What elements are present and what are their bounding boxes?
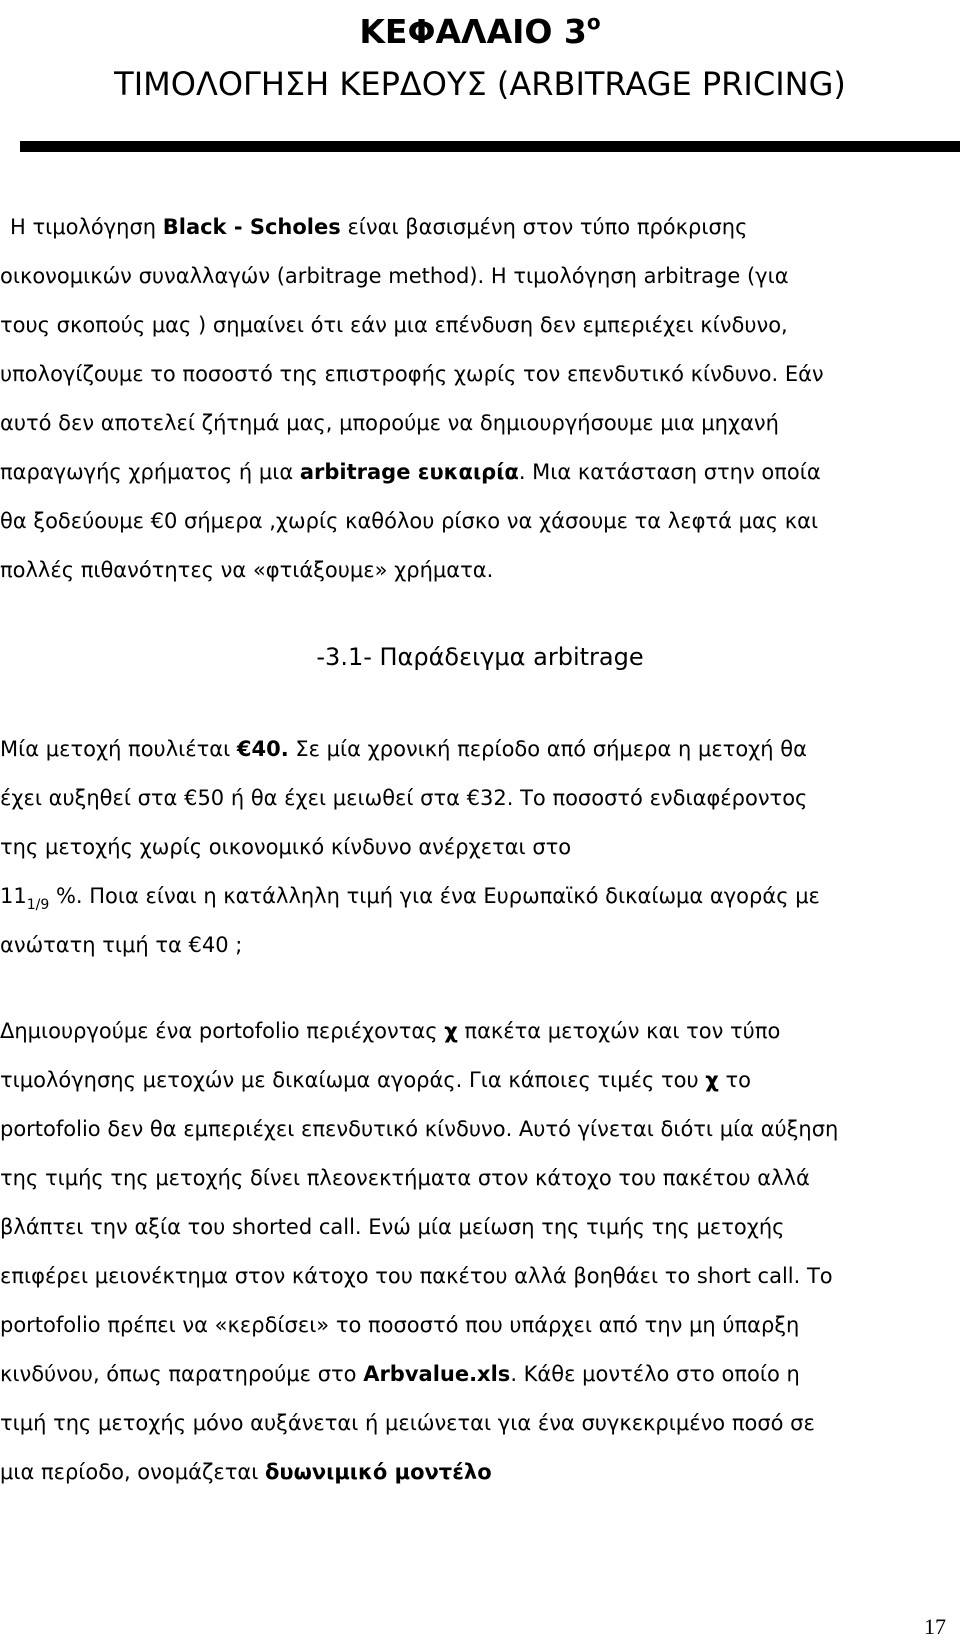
text-span: μια περίοδο, ονομάζεται: [0, 1460, 265, 1484]
text-line: τους σκοπούς μας ) σημαίνει ότι εάν μια επένδυση δεν εμπεριέχει κίνδυνο,: [0, 313, 788, 337]
text-span: τιμολόγησης μετοχών με δικαίωμα αγοράς. Για κάποιες τιμές του: [0, 1068, 706, 1092]
text-line: [0, 1007, 960, 1056]
text-span: είναι βασισμένη στον τύπο πρόκρισης: [340, 215, 748, 239]
bold-term: arbitrage ευκαιρία: [299, 460, 519, 484]
text-span: Σε μία χρονική περίοδο από σήμερα η μετοχή θα: [288, 737, 807, 761]
text-line: της τιμής της μετοχής δίνει πλεονεκτήματα στον κάτοχο του πακέτου αλλά: [0, 1166, 810, 1190]
intro-paragraph: [0, 203, 960, 595]
text-line: ανώτατη τιμή τα €40 ;: [0, 933, 243, 957]
text-span: 11: [0, 884, 27, 908]
text-line: [0, 1056, 960, 1105]
text-line: [0, 448, 960, 497]
subscript-fraction: 1/9: [26, 897, 50, 913]
text-span: Δημιουργούμε ένα portofolio περιέχοντας: [0, 1019, 445, 1043]
text-span: το: [718, 1068, 752, 1092]
text-line: τιμή της μετοχής μόνο αυξάνεται ή μειώνεται για ένα συγκεκριμένο ποσό σε: [0, 1411, 815, 1435]
text-line: θα ξοδεύουμε €0 σήμερα ,χωρίς καθόλου ρίσκο να χάσουμε τα λεφτά μας και: [0, 509, 819, 533]
text-span: κινδύνου, όπως παρατηρούμε στο: [0, 1362, 364, 1386]
bold-term: Black - Scholes: [162, 215, 341, 239]
example-paragraph: [0, 725, 960, 970]
text-line: [0, 1350, 960, 1399]
text-line: [0, 1448, 960, 1497]
text-span: . Κάθε μοντέλο στο οποίο η: [510, 1362, 800, 1386]
text-line: επιφέρει μειονέκτημα στον κάτοχο του πακέτου αλλά βοηθάει το short call. Το: [0, 1264, 833, 1288]
text-span: %. Ποια είναι η κατάλληλη τιμή για ένα Ευρωπαϊκό δικαίωμα αγοράς με: [49, 884, 820, 908]
text-line: portofolio δεν θα εμπεριέχει επενδυτικό κίνδυνο. Αυτό γίνεται διότι μία αύξηση: [0, 1117, 839, 1141]
text-span: παραγωγής χρήματος ή μια: [0, 460, 300, 484]
header-divider: [20, 141, 960, 152]
text-line: portofolio πρέπει να «κερδίσει» το ποσοστό που υπάρχει από την μη ύπαρξη: [0, 1313, 800, 1337]
text-line: [0, 725, 960, 774]
chapter-title-text: ΚΕΦΑΛΑΙΟ 3: [359, 12, 587, 51]
bold-term: €40.: [236, 737, 289, 761]
text-line: [0, 203, 960, 252]
page-number: 17: [924, 1614, 946, 1639]
bold-filename: Arbvalue.xls: [363, 1362, 511, 1386]
text-line: [0, 872, 960, 921]
bold-term: χ: [705, 1068, 719, 1092]
chapter-subtitle: ΤΙΜΟΛΟΓΗΣΗ ΚΕΡΔΟΥΣ (ARBITRAGE PRICING): [114, 65, 846, 103]
text-span: πακέτα μετοχών και τον τύπο: [457, 1019, 781, 1043]
text-line: πολλές πιθανότητες να «φτιάξουμε» χρήματα.: [0, 558, 494, 582]
bold-term: δυωνιμικό μοντέλο: [264, 1460, 492, 1484]
text-span: Μία μετοχή πουλιέται: [0, 737, 237, 761]
chapter-title-superscript: ο: [586, 10, 601, 34]
bold-term: χ: [444, 1019, 458, 1043]
text-line: έχει αυξηθεί στα €50 ή θα έχει μειωθεί στα €32. Το ποσοστό ενδιαφέροντος: [0, 786, 808, 810]
text-line: υπολογίζουμε το ποσοστό της επιστροφής χωρίς τον επενδυτικό κίνδυνο. Εάν: [0, 362, 824, 386]
portfolio-paragraph: [0, 1007, 960, 1497]
text-span: Η τιμολόγηση: [10, 215, 163, 239]
section-heading: -3.1- Παράδειγμα arbitrage: [316, 643, 644, 671]
text-line: της μετοχής χωρίς οικονομικό κίνδυνο ανέρχεται στο: [0, 835, 572, 859]
text-line: βλάπτει την αξία του shorted call. Ενώ μία μείωση της τιμής της μετοχής: [0, 1215, 785, 1239]
text-line: οικονομικών συναλλαγών (arbitrage method). Η τιμολόγηση arbitrage (για: [0, 264, 789, 288]
text-line: αυτό δεν αποτελεί ζήτημά μας, μπορούμε να δημιουργήσουμε μια μηχανή: [0, 411, 779, 435]
chapter-title: [0, 0, 960, 54]
text-span: . Μια κατάσταση στην οποία: [518, 460, 821, 484]
